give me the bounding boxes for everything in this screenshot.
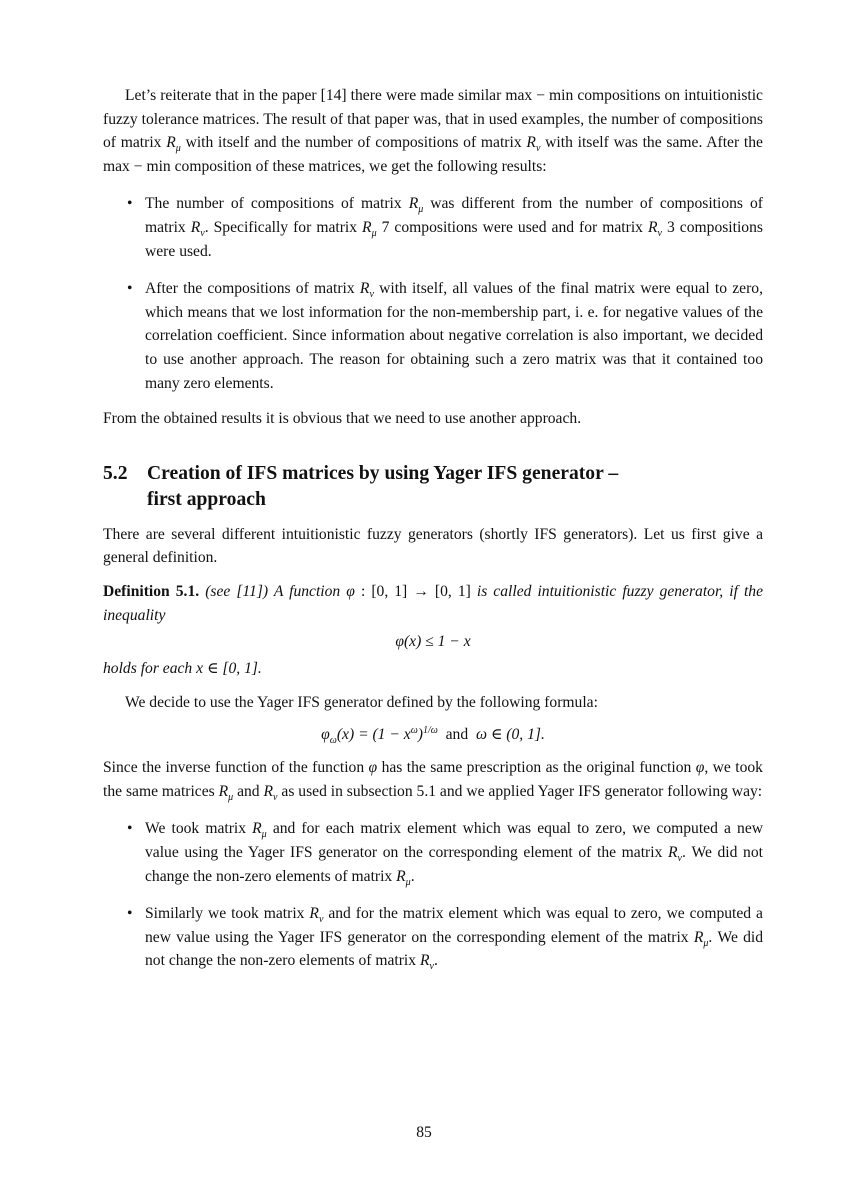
method-list — [103, 817, 763, 973]
math-r-mu: $R_\mu$ — [693, 928, 709, 949]
math-r-nu: $R_\nu$ — [526, 134, 541, 155]
definition-block: Definition 5.1. (see [11]) A function φ : [0, 1] → [0, 1] is called intuitionistic fuzzy generator, if the inequality — [103, 582, 763, 624]
page-number: 85 — [416, 1124, 432, 1141]
math-r-nu: $R_\nu$ — [419, 952, 434, 973]
intro-paragraph — [103, 84, 763, 178]
inequality-equation: φ(x) ≤ 1 − x — [395, 633, 471, 651]
math-r-mu: $R_\mu$ — [362, 218, 377, 240]
math-r-mu: $R_\mu$ — [218, 782, 234, 803]
math-max-min: max − min — [505, 87, 574, 104]
math-r-nu: $R_\nu$ — [309, 905, 324, 926]
text: Let’s reiterate that in the paper [14] there were made similar — [125, 87, 502, 104]
text: with itself and the number of compositions of matrix — [185, 134, 522, 152]
math-max-min: max − min — [103, 157, 171, 175]
definition-holds: holds for each x ∈ [0, 1]. — [103, 660, 262, 678]
list-item: • The number of compositions of matrix $R_\mu$ was different from the number of compositions of matrix $R_\nu$. Specifically for matrix $R_\mu$ 7 compositions were used and for matrix $R_\nu$ 3 compositions were used. — [145, 192, 763, 263]
math-r-mu: $R_\mu$ — [396, 867, 411, 888]
math-r-mu: $R_\mu$ — [166, 134, 181, 155]
math-r-nu: $R_\nu$ — [647, 218, 662, 240]
inverse-function-paragraph: Since the inverse function of the function φ has the same prescription as the original function φ, we took the same matrices $R_\mu$ and $R_\nu$ as used in subsection 5.1 and we applied Yager IFS generator following way: — [103, 759, 763, 803]
definition-label: Definition 5.1. — [103, 582, 200, 600]
yager-formula: $\varphi_\omega(x) = (1 - x^\omega)^{1/\omega}$ and ω ∈ (0, 1]. — [321, 725, 545, 747]
section-heading — [103, 461, 763, 513]
math-r-nu: $R_\nu$ — [668, 844, 682, 865]
text: with itself was the same. After the — [545, 134, 763, 152]
generators-intro-paragraph: There are several different intuitionistic fuzzy generators (shortly IFS generators). Let us first give a general definition. — [103, 525, 763, 567]
list-item: • We took matrix $R_\mu$ and for each matrix element which was equal to zero, we computed a new value using the Yager IFS generator on the corresponding element of the matrix $R_\nu$. We did not change the non-zero elements of matrix $R_\mu$. — [145, 817, 763, 888]
math-r-nu: $R_\nu$ — [190, 218, 205, 240]
results-list — [103, 192, 763, 395]
yager-intro-paragraph: We decide to use the Yager IFS generator defined by the following formula: — [125, 693, 598, 711]
math-r-mu: $R_\mu$ — [252, 820, 267, 841]
section-number: 5.2 — [103, 462, 128, 484]
list-item: • Similarly we took matrix $R_\nu$ and for the matrix element which was equal to zero, we computed a new value using the Yager IFS generator on the corresponding element of the matrix $R_\mu$. We did not change the non-zero elements of matrix $R_\nu$. — [145, 902, 763, 973]
math-r-nu: $R_\nu$ — [263, 782, 278, 803]
math-r-nu: $R_\nu$ — [359, 280, 374, 301]
section-title: Creation of IFS matrices by using Yager IFS generator – first approach — [147, 462, 619, 510]
text: composition of these matrices, we get the following results: — [174, 157, 547, 175]
conclusion-paragraph: From the obtained results it is obvious that we need to use another approach. — [103, 410, 582, 428]
math-r-mu: $R_\mu$ — [408, 195, 424, 216]
list-item: • After the compositions of matrix $R_\nu$ with itself, all values of the final matrix were equal to zero, which means that we lost information for the non-membership part, i. e. for negative values of the correlation coefficient. Since information about negative correlation is also important, we decided to use another approach. The reason for obtaining such a zero matrix was that it contained too many zero elements. — [145, 277, 763, 395]
text: compositions on intuitionistic fuzzy tolerance matrices. The result of that paper was, that in used examples, the number of compositions of matrix — [103, 87, 763, 152]
paper-page-body — [103, 84, 763, 987]
